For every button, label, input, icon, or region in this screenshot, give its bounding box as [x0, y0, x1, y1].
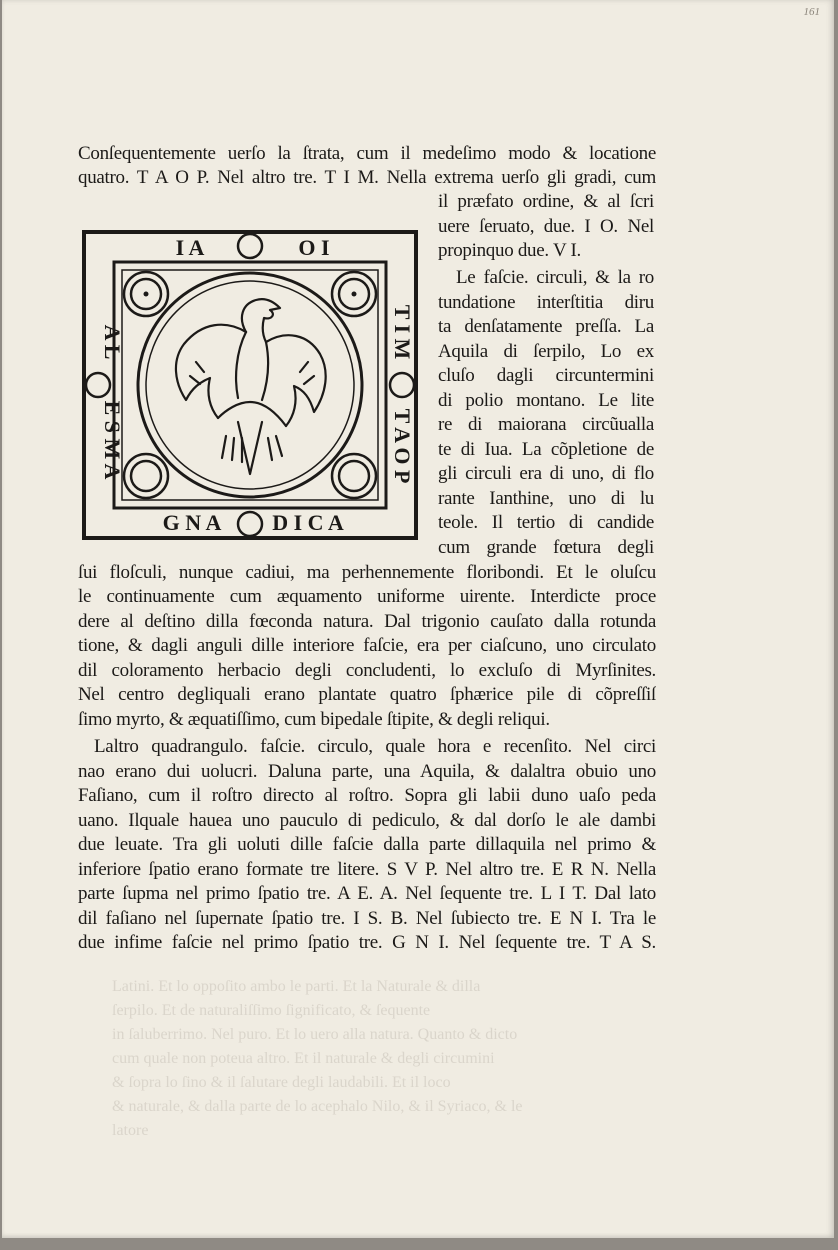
text-line: Nel centro degliquali erano plantate quatro ſphærice pile di cõpreſſiſ [78, 684, 656, 705]
ghost-line: ſerpilo. Et de naturaliſſimo ſignificato, & ſequente [112, 1002, 431, 1019]
column-line: Aquila di ſerpilo, Lo ex [438, 341, 654, 362]
woodcut-letters-right: T I M [390, 304, 415, 360]
woodcut-letters-top-left: I A [175, 235, 205, 260]
column-line: cum grande fœtura degli [438, 537, 654, 558]
text-line: uano. Ilquale hauea uno pauculo di pediculo, & dal dorſo le ale dambi [78, 810, 656, 831]
ghost-line: & naturale, & dalla parte de lo acephalo Nilo, & il Syriaco, & le [112, 1098, 523, 1115]
text-line: dil coloramento herbacio degli concludenti, lo excluſo di Myrſinites. [78, 660, 656, 681]
edge-ring [390, 373, 414, 397]
edge-ring [86, 373, 110, 397]
folio-number: 161 [803, 6, 820, 18]
ghost-line: in ſaluberrimo. Nel puro. Et lo uero alla natura. Quanto & dicto [112, 1026, 518, 1043]
column-line: Le faſcie. circuli, & la ro [456, 267, 654, 288]
woodcut-letters-left-lower: E S M A [100, 400, 125, 480]
central-roundel [138, 273, 362, 497]
edge-ring [238, 512, 262, 536]
ghost-line: cum quale non poteua altro. Et il naturale & degli circumini [112, 1050, 495, 1067]
column-line: ta denſatamente preſſa. La [438, 316, 654, 337]
column-line: di polio montano. Le lite [438, 390, 654, 411]
show-through-text [112, 975, 672, 1143]
woodcut-letters-bottom-right: D I C A [272, 510, 344, 535]
text-line: Conſequentemente uerſo la ſtrata, cum il medeſimo modo & locatione [78, 143, 656, 164]
text-line: le continuamente cum æquamento uniforme uirente. Interdicte proce [78, 586, 656, 607]
book-page [2, 0, 834, 1238]
ghost-line: Latini. Et lo oppoſito ambo le parti. Et la Naturale & dilla [112, 978, 481, 995]
column-line: teole. Il tertio di candide [438, 512, 654, 533]
woodcut-letters-top-right: O I [298, 235, 330, 260]
eagle-woodcut [76, 222, 426, 546]
column-line: tundatione interſtitia diru [438, 292, 654, 313]
woodcut-letters-right-lower: T A O P [390, 408, 415, 484]
column-line: cluſo dagli circuntermini [438, 365, 654, 386]
edge-ring [238, 234, 262, 258]
text-line: ſimo myrto, & æquatiſſimo, cum bipedale ſtipite, & degli reliqui. [78, 709, 550, 730]
text-line: nao erano dui uolucri. Daluna parte, una Aquila, & dalaltra obuio uno [78, 761, 656, 782]
woodcut-letters-bottom-left: G N A [162, 510, 222, 535]
column-line: uere ſeruato, due. I O. Nel [438, 216, 654, 237]
text-line: dil faſiano nel ſupernate ſpatio tre. I S. B. Nel ſubiecto tre. E N I. Tra le [78, 908, 656, 929]
text-line: ſui floſculi, nunque cadiui, ma perhennemente floribondi. Et le oluſcu [78, 562, 656, 583]
text-line: Laltro quadrangulo. faſcie. circulo, quale hora e recenſito. Nel circi [94, 736, 656, 757]
ghost-line: latore [112, 1122, 149, 1139]
column-line: propinquo due. V I. [438, 240, 581, 261]
ghost-line: & ſopra lo ſino & il ſalutare degli laudabili. Et il loco [112, 1074, 451, 1091]
woodcut-letters-left: A L [100, 324, 125, 360]
text-line: inferiore ſpatio erano formate tre litere. S V P. Nel altro tre. E R N. Nella [78, 859, 656, 880]
text-line: tione, & dagli anguli dille interiore faſcie, era per ciaſcuno, uno circulato [78, 635, 656, 656]
column-line: gli circuli era di uno, di flo [438, 463, 654, 484]
text-line: Faſiano, cum il roſtro directo al roſtro. Sopra gli labii duno uaſo peda [78, 785, 656, 806]
column-line: te di Iua. La cõpletione de [438, 439, 654, 460]
column-line: rante Ianthine, uno di lu [438, 488, 654, 509]
text-line: dere al deſtino dilla fœconda natura. Dal trigonio cauſato dalla rotunda [78, 611, 656, 632]
text-line: due leuate. Tra gli uoluti dille faſcie dalla parte dillaquila nel primo & [78, 834, 656, 855]
text-line: quatro. T A O P. Nel altro tre. T I M. Nella extrema uerſo gli gradi, cum [78, 167, 656, 188]
text-line: parte ſupma nel primo ſpatio tre. A E. A. Nel ſequente tre. L I T. Dal lato [78, 883, 656, 904]
column-line: il præfato ordine, & al ſcri [438, 191, 654, 212]
column-line: re di maiorana circũualla [438, 414, 654, 435]
text-line: due infime faſcie nel primo ſpatio tre. G N I. Nel ſequente tre. T A S. [78, 932, 656, 953]
